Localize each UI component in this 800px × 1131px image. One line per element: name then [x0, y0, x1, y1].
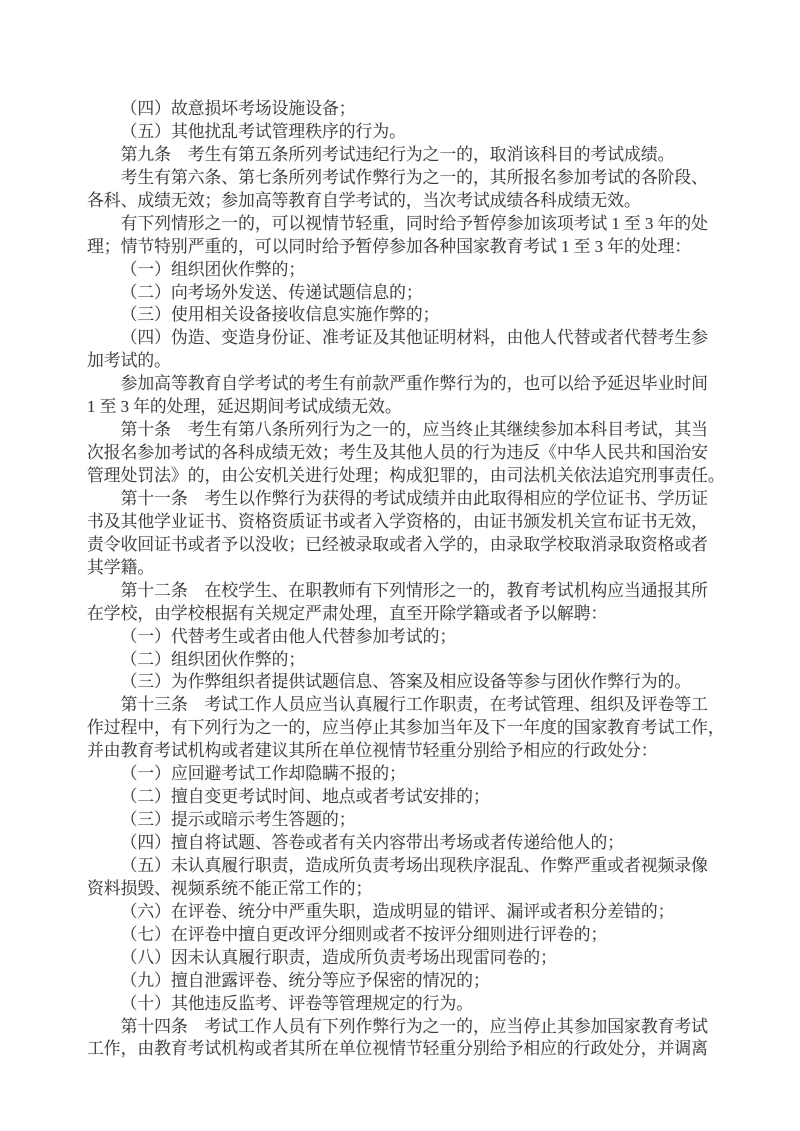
text-line: 管理处罚法》的，由公安机关进行处理；构成犯罪的，由司法机关依法追究刑事责任。 [87, 466, 725, 485]
text-line: （十）其他违反监考、评卷等管理规定的行为。 [120, 993, 474, 1013]
text-line: （六）在评卷、统分中严重失职，造成明显的错评、漏评或者积分差错的； [120, 901, 675, 921]
text-line: 1 至 3 年的处理，延迟期间考试成绩无效。 [87, 397, 402, 417]
text-line: （九）擅自泄露评卷、统分等应予保密的情况的； [120, 970, 490, 990]
text-line: 第十一条 考生以作弊行为获得的考试成绩并由此取得相应的学位证书、学历证 [120, 488, 708, 508]
text-line: （四）故意损坏考场设施设备； [120, 99, 356, 118]
text-line: 各科、成绩无效；参加高等教育自学考试的，当次考试成绩各科成绩无效。 [87, 190, 641, 210]
text-line: 并由教育考试机构或者建议其所在单位视情节轻重分别给予相应的行政处分： [87, 741, 658, 761]
document-text-block [87, 98, 725, 1061]
text-line: （三）使用相关设备接收信息实施作弊的； [120, 305, 440, 325]
text-line: 作过程中，有下列行为之一的，应当停止其参加当年及下一年度的国家教育考试工作， [87, 718, 725, 738]
text-line: 加考试的。 [87, 351, 171, 371]
text-line: （二）向考场外发送、传递试题信息的； [120, 282, 423, 302]
text-line: 有下列情形之一的，可以视情节轻重，同时给予暂停参加该项考试 1 至 3 年的处 [120, 213, 708, 233]
text-line: （二）组织团伙作弊的； [120, 649, 306, 669]
text-line: 第十条 考生有第八条所列行为之一的，应当终止其继续参加本科目考试，其当 [120, 420, 708, 440]
text-line: （四）伪造、变造身份证、准考证及其他证明材料，由他人代替或者代替考生参 [120, 328, 708, 348]
text-line: 在学校，由学校根据有关规定严肃处理，直至开除学籍或者予以解聘： [87, 603, 608, 623]
text-line: 次报名参加考试的各科成绩无效；考生及其他人员的行为违反《中华人民共和国治安 [87, 443, 708, 463]
text-line: （一）代替考生或者由他人代替参加考试的； [120, 626, 457, 646]
text-line: （二）擅自变更考试时间、地点或者考试安排的； [120, 787, 490, 807]
text-line: （三）为作弊组织者提供试题信息、答案及相应设备等参与团伙作弊行为的。 [120, 672, 692, 692]
text-line: （一）组织团伙作弊的； [120, 259, 306, 279]
text-line: （三）提示或暗示考生答题的； [120, 810, 356, 830]
text-line: 参加高等教育自学考试的考生有前款严重作弊行为的，也可以给予延迟毕业时间 [120, 374, 708, 394]
text-line: 责令收回证书或者予以没收；已经被录取或者入学的，由录取学校取消录取资格或者 [87, 534, 708, 554]
text-line: （八）因未认真履行职责，造成所负责考场出现雷同卷的； [120, 947, 557, 967]
text-line: （七）在评卷中擅自更改评分细则或者不按评分细则进行评卷的； [120, 924, 608, 944]
text-line: 第十四条 考试工作人员有下列作弊行为之一的，应当停止其参加国家教育考试 [120, 1016, 708, 1036]
text-line: 其学籍。 [87, 557, 155, 577]
text-line: （四）擅自将试题、答卷或者有关内容带出考场或者传递给他人的； [120, 833, 625, 852]
text-line: 资料损毁、视频系统不能正常工作的； [87, 878, 373, 898]
text-line: 考生有第六条、第七条所列考试作弊行为之一的，其所报名参加考试的各阶段、 [120, 167, 708, 187]
text-line: 书及其他学业证书、资格资质证书或者入学资格的，由证书颁发机关宣布证书无效， [87, 511, 708, 531]
text-line: （五）未认真履行职责，造成所负责考场出现秩序混乱、作弊严重或者视频录像 [120, 855, 708, 875]
text-line: （五）其他扰乱考试管理秩序的行为。 [120, 121, 406, 141]
text-line: 工作，由教育考试机构或者其所在单位视情节轻重分别给予相应的行政处分，并调离 [87, 1039, 708, 1059]
text-line: 理；情节特别严重的，可以同时给予暂停参加各种国家教育考试 1 至 3 年的处理： [87, 236, 692, 256]
text-line: 第十二条 在校学生、在职教师有下列情形之一的，教育考试机构应当通报其所 [120, 580, 708, 600]
text-line: 第九条 考生有第五条所列考试违纪行为之一的，取消该科目的考试成绩。 [120, 144, 675, 164]
text-line: （一）应回避考试工作却隐瞒不报的； [120, 764, 406, 784]
text-line: 第十三条 考试工作人员应当认真履行工作职责，在考试管理、组织及评卷等工 [120, 695, 708, 715]
